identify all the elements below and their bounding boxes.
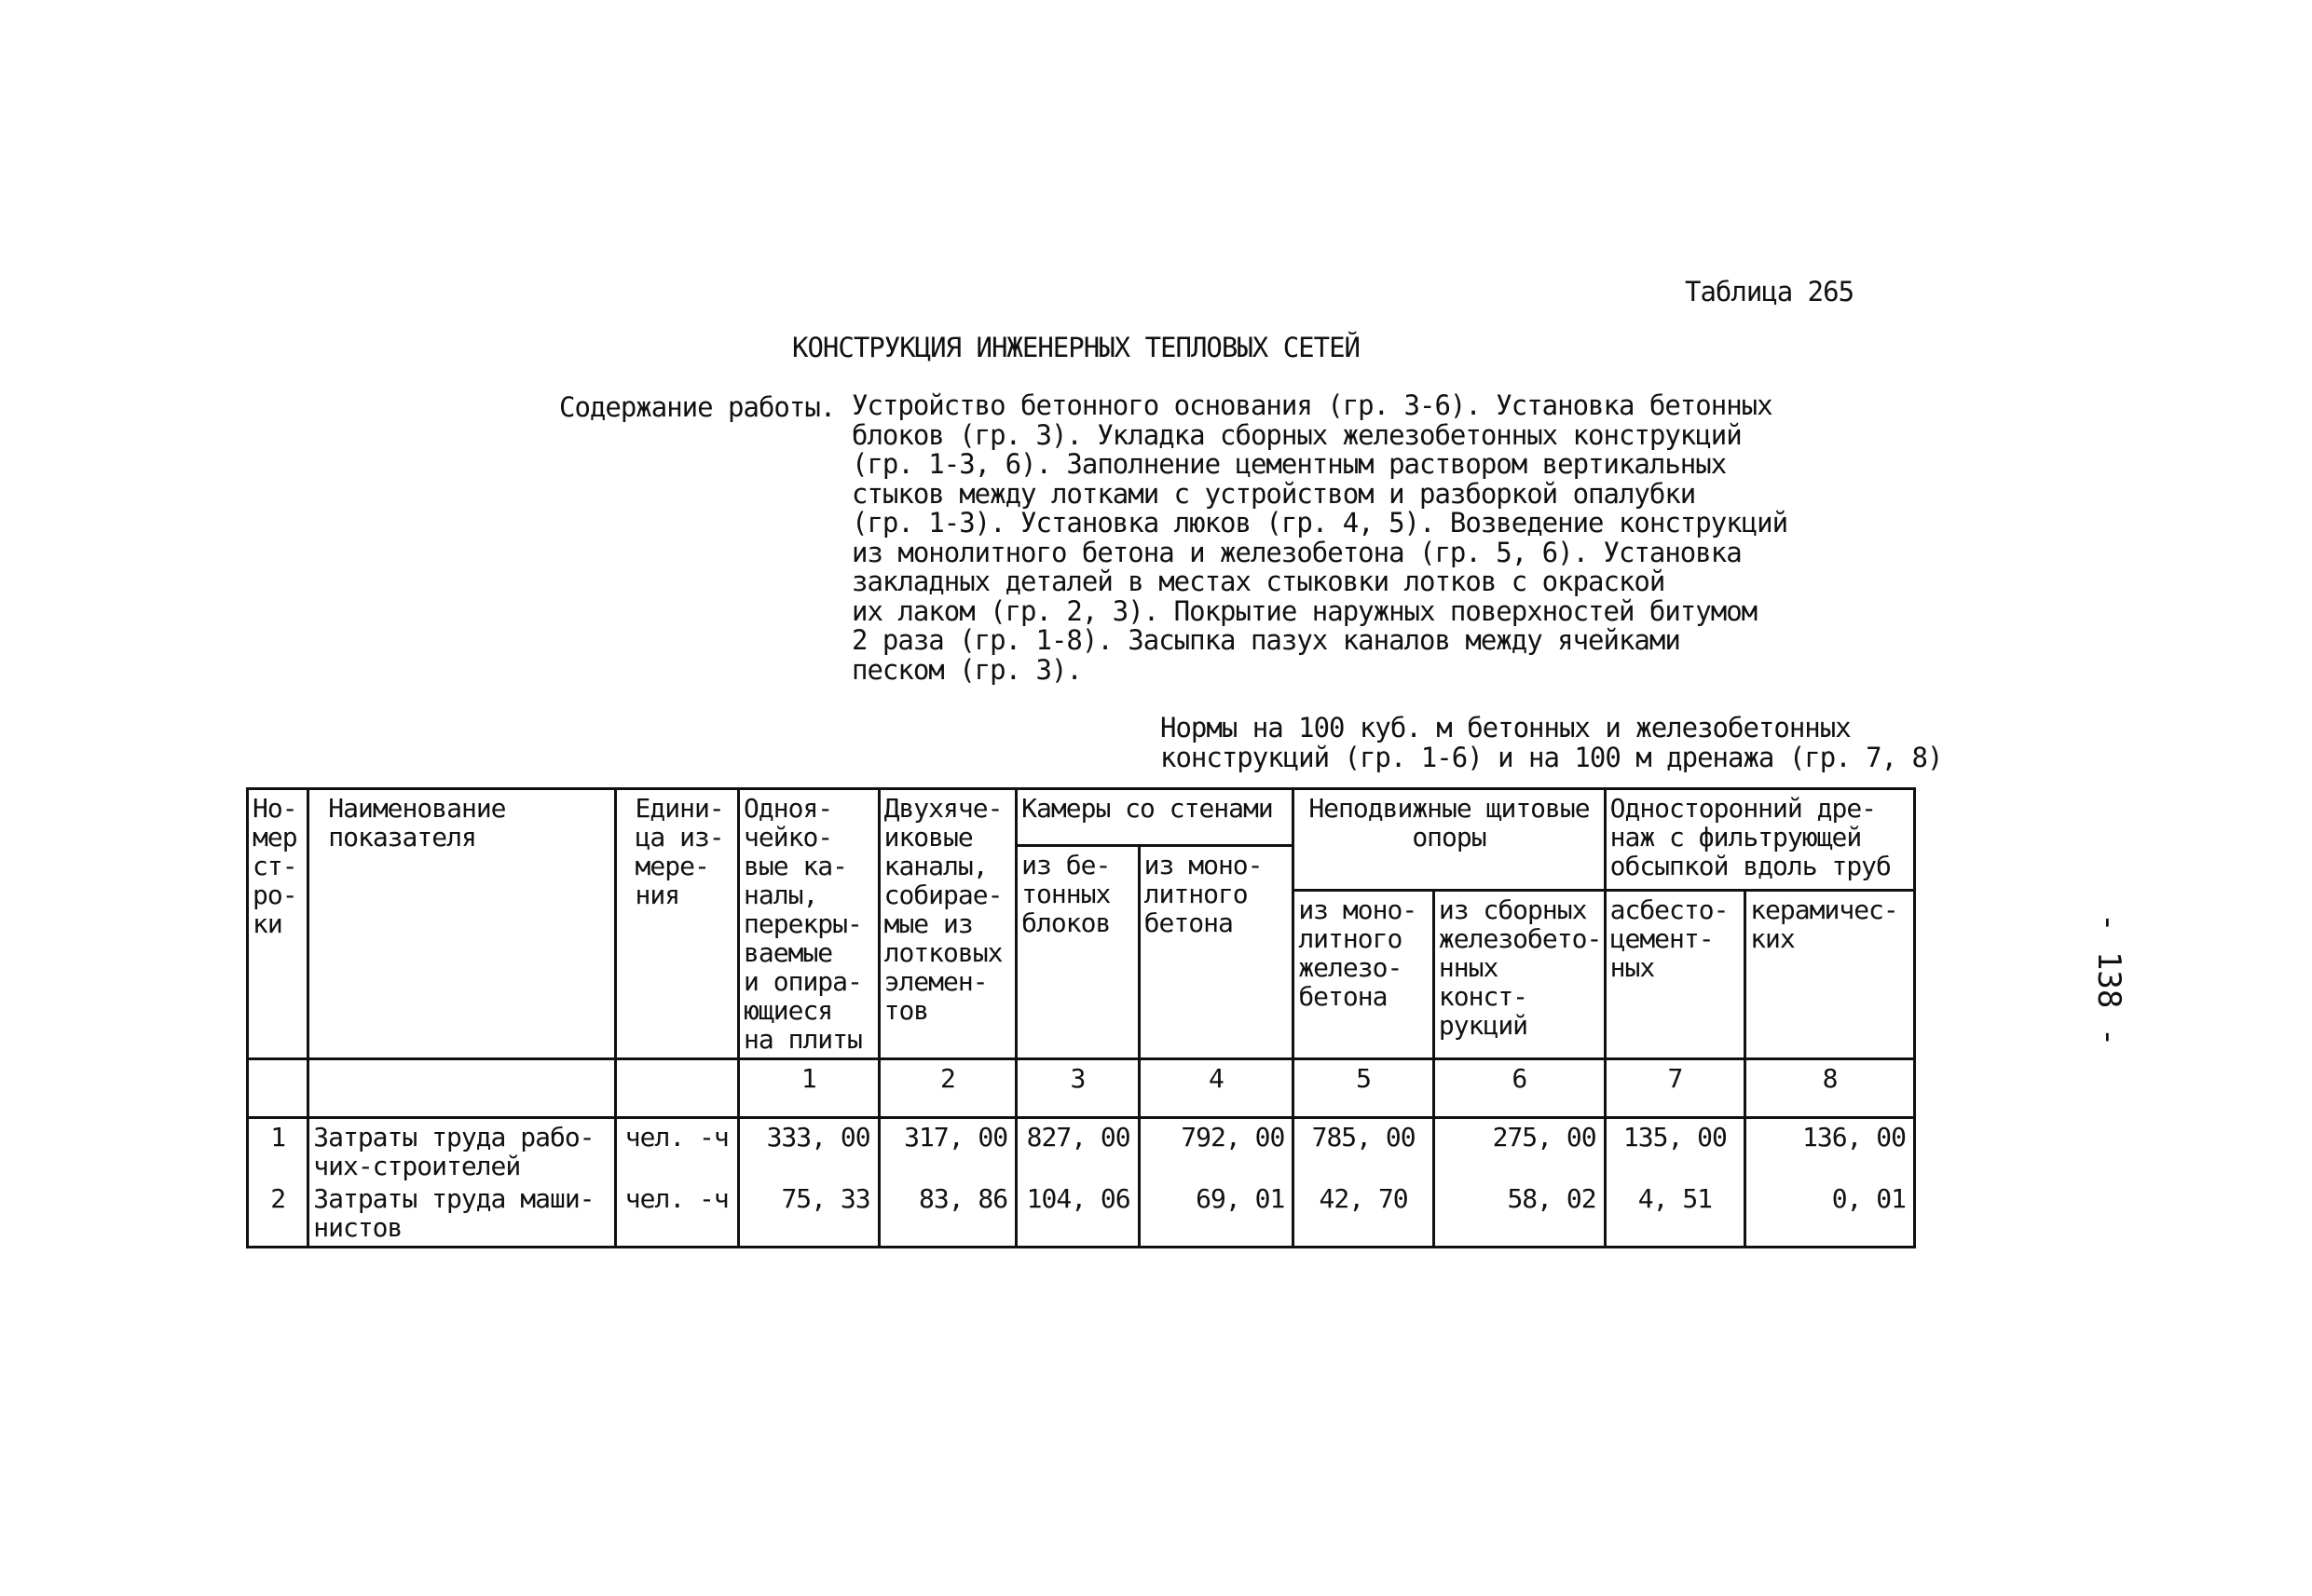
column-number: 2 xyxy=(879,1059,1017,1118)
header-group-8: керамичес- ких xyxy=(1745,891,1915,1059)
value-cell: 104, 06 xyxy=(1017,1184,1140,1248)
norms-line: конструкций (гр. 1-6) и на 100 м дренажа (гр. 7, 8) xyxy=(1160,741,1943,773)
header-row-number: Но- мер ст- ро- ки xyxy=(248,789,308,1059)
column-number-empty xyxy=(615,1059,739,1118)
column-number: 7 xyxy=(1605,1059,1745,1118)
document-title: КОНСТРУКЦИЯ ИНЖЕНЕРНЫХ ТЕПЛОВЫХ СЕТЕЙ xyxy=(792,332,1361,363)
row-unit: чел. -ч xyxy=(615,1184,739,1248)
header-unit: Едини- ца из- мере- ния xyxy=(615,789,739,1059)
header-group-4: из моно- литного бетона xyxy=(1139,846,1293,1059)
work-content-text xyxy=(852,391,1787,685)
column-number: 6 xyxy=(1433,1059,1605,1118)
table-row xyxy=(248,1118,1915,1185)
value-cell: 792, 00 xyxy=(1139,1118,1293,1185)
row-indicator-name: Затраты труда маши- нистов xyxy=(308,1184,615,1248)
row-number: 1 xyxy=(248,1118,308,1185)
column-number-empty xyxy=(308,1059,615,1118)
header-fixed-supports: Неподвижные щитовые опоры xyxy=(1293,789,1605,891)
header-drainage: Односторонний дре- наж с фильтрующей обсыпкой вдоль труб xyxy=(1605,789,1914,891)
header-row-top xyxy=(248,789,1915,846)
work-line: их лаком (гр. 2, 3). Покрытие наружных поверхностей битумом xyxy=(852,594,1758,627)
value-cell: 69, 01 xyxy=(1139,1184,1293,1248)
header-indicator-name: Наименование показателя xyxy=(308,789,615,1059)
column-number: 5 xyxy=(1293,1059,1434,1118)
work-line: (гр. 1-3). Установка люков (гр. 4, 5). Возведение конструкций xyxy=(852,507,1788,539)
header-group-3: из бе- тонных блоков xyxy=(1017,846,1140,1059)
row-number: 2 xyxy=(248,1184,308,1248)
work-line: из монолитного бетона и железобетона (гр. 5, 6). Установка xyxy=(852,536,1742,568)
value-cell: 136, 00 xyxy=(1745,1118,1915,1185)
value-cell: 75, 33 xyxy=(739,1184,880,1248)
value-cell: 317, 00 xyxy=(879,1118,1017,1185)
value-cell: 333, 00 xyxy=(739,1118,880,1185)
work-line: (гр. 1-3, 6). Заполнение цементным раствором вертикальных xyxy=(852,448,1727,480)
header-group-5: из моно- литного железо- бетона xyxy=(1293,891,1434,1059)
header-group-1: Одноя- чейко- вые ка- налы, перекры- ваемые и опира- ющиеся на плиты xyxy=(739,789,880,1059)
column-number: 8 xyxy=(1745,1059,1915,1118)
value-cell: 785, 00 xyxy=(1293,1118,1434,1185)
norms-line: Нормы на 100 куб. м бетонных и железобетонных xyxy=(1160,712,1851,743)
value-cell: 0, 01 xyxy=(1745,1184,1915,1248)
page-number: - 138 - xyxy=(2090,913,2127,1047)
column-number: 4 xyxy=(1139,1059,1293,1118)
row-indicator-name: Затраты труда рабо- чих-строителей xyxy=(308,1118,615,1185)
norms-caption xyxy=(1160,714,1942,772)
column-number-empty xyxy=(248,1059,308,1118)
table-number-label: Таблица 265 xyxy=(1685,276,1854,307)
header-group-7: асбесто- цемент- ных xyxy=(1605,891,1745,1059)
column-number-row xyxy=(248,1059,1915,1118)
value-cell: 83, 86 xyxy=(879,1184,1017,1248)
column-number: 1 xyxy=(739,1059,880,1118)
row-unit: чел. -ч xyxy=(615,1118,739,1185)
header-group-2: Двухяче- иковые каналы, собирае- мые из лотковых элемен- тов xyxy=(879,789,1017,1059)
norms-table xyxy=(246,787,1916,1248)
work-line: стыков между лотками с устройством и разборкой опалубки xyxy=(852,477,1696,510)
column-number: 3 xyxy=(1017,1059,1140,1118)
value-cell: 135, 00 xyxy=(1605,1118,1745,1185)
table-row xyxy=(248,1184,1915,1248)
work-line: песком (гр. 3). xyxy=(852,653,1082,686)
value-cell: 58, 02 xyxy=(1433,1184,1605,1248)
value-cell: 275, 00 xyxy=(1433,1118,1605,1185)
value-cell: 42, 70 xyxy=(1293,1184,1434,1248)
work-line: Устройство бетонного основания (гр. 3-6). Установка бетонных xyxy=(852,389,1772,421)
work-line: закладных деталей в местах стыковки лотков с окраской xyxy=(852,566,1665,597)
value-cell: 4, 51 xyxy=(1605,1184,1745,1248)
work-content-label: Содержание работы. xyxy=(559,391,836,423)
work-line: 2 раза (гр. 1-8). Засыпка пазух каналов между ячейками xyxy=(852,624,1680,656)
header-group-6: из сборных железобето- нных конст- рукций xyxy=(1433,891,1605,1059)
value-cell: 827, 00 xyxy=(1017,1118,1140,1185)
work-line: блоков (гр. 3). Укладка сборных железобетонных конструкций xyxy=(852,418,1742,451)
header-chambers: Камеры со стенами xyxy=(1017,789,1293,846)
